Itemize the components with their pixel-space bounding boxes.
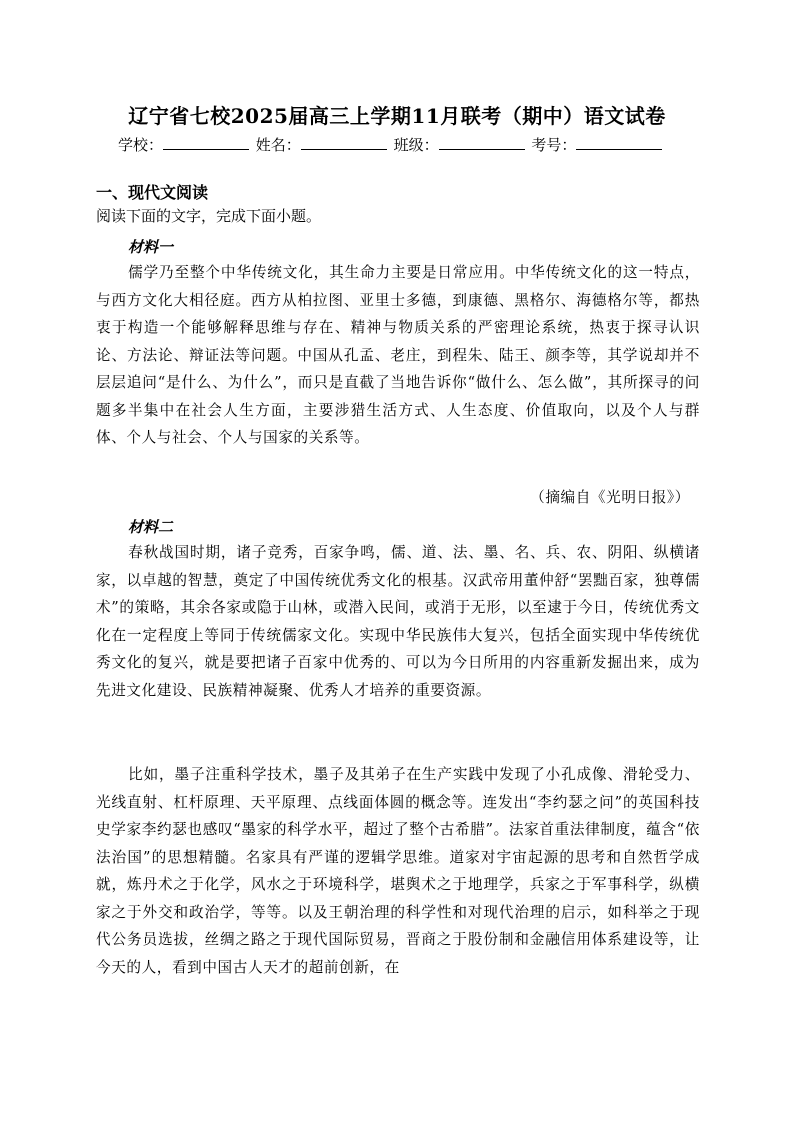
exam-title: 辽宁省七校2025届高三上学期11月联考（期中）语文试卷 bbox=[128, 104, 666, 128]
name-label: 姓名： bbox=[255, 136, 301, 154]
student-info-row bbox=[118, 134, 664, 155]
section-heading: 一、现代文阅读 bbox=[96, 183, 209, 202]
school-blank[interactable] bbox=[163, 135, 249, 150]
material-2-paragraph-1: 春秋战国时期，诸子竞秀，百家争鸣，儒、道、法、墨、名、兵、农、阴阳、纵横诸家，以卓越的智慧，奠定了中国传统优秀文化的根基。汉武帝用董仲舒“罢黜百家，独尊儒术”的策略，其余各家或隐于山林，或潜入民间，或消于无形，以至逮于今日，传统优秀文化在一定程度上等同于传统儒家文化。实现中华民族伟大复兴，包括全面实现中华传统优秀文化的复兴，就是要把诸子百家中优秀的、可以为今日所用的内容重新发掘出来，成为先进文化建设、民族精神凝聚、优秀人才培养的重要资源。 bbox=[96, 544, 700, 699]
class-blank[interactable] bbox=[439, 135, 525, 150]
material-2-heading: 材料二 bbox=[128, 518, 174, 536]
material-2-paragraph-2: 比如，墨子注重科学技术，墨子及其弟子在生产实践中发现了小孔成像、滑轮受力、光线直射、杠杆原理、天平原理、点线面体圆的概念等。连发出“李约瑟之问”的英国科技史学家李约瑟也感叹“墨家的科学水平，超过了整个古希腊”。法家首重法律制度，蕴含“依法治国”的思想精髓。名家具有严谨的逻辑学思维。道家对宇宙起源的思考和自然哲学成就，炼丹术之于化学，风水之于环境科学，堪舆术之于地理学，兵家之于军事科学，纵横家之于外交和政治学，等等。以及王朝治理的科学性和对现代治理的启示，如科举之于现代公务员选拔，丝绸之路之于现代国际贸易，晋商之于股份制和金融信用体系建设等，让今天的人，看到中国古人天才的超前创新，在 bbox=[96, 766, 700, 976]
material-1-heading: 材料一 bbox=[128, 238, 174, 256]
school-label: 学校： bbox=[118, 136, 164, 154]
exam-no-label: 考号： bbox=[531, 136, 577, 154]
exam-no-blank[interactable] bbox=[576, 135, 662, 150]
class-label: 班级： bbox=[393, 136, 439, 154]
section-instruction: 阅读下面的文字，完成下面小题。 bbox=[96, 207, 322, 225]
name-blank[interactable] bbox=[301, 135, 387, 150]
material-1-source: （摘编自《光明日报》） bbox=[530, 489, 690, 506]
material-1-paragraph: 儒学乃至整个中华传统文化，其生命力主要是日常应用。中华传统文化的这一特点，与西方文化大相径庭。西方从柏拉图、亚里士多德，到康德、黑格尔、海德格尔等，都热衷于构造一个能够解释思维与存在、精神与物质关系的严密理论系统，热衷于探寻认识论、方法论、辩证法等问题。中国从孔孟、老庄，到程朱、陆王、颜李等，其学说却并不层层追问“是什么、为什么”，而只是直截了当地告诉你“做什么、怎么做”，其所探寻的问题多半集中在社会人生方面，主要涉猎生活方式、人生态度、价值取向，以及个人与群体、个人与社会、个人与国家的关系等。 bbox=[96, 264, 700, 446]
